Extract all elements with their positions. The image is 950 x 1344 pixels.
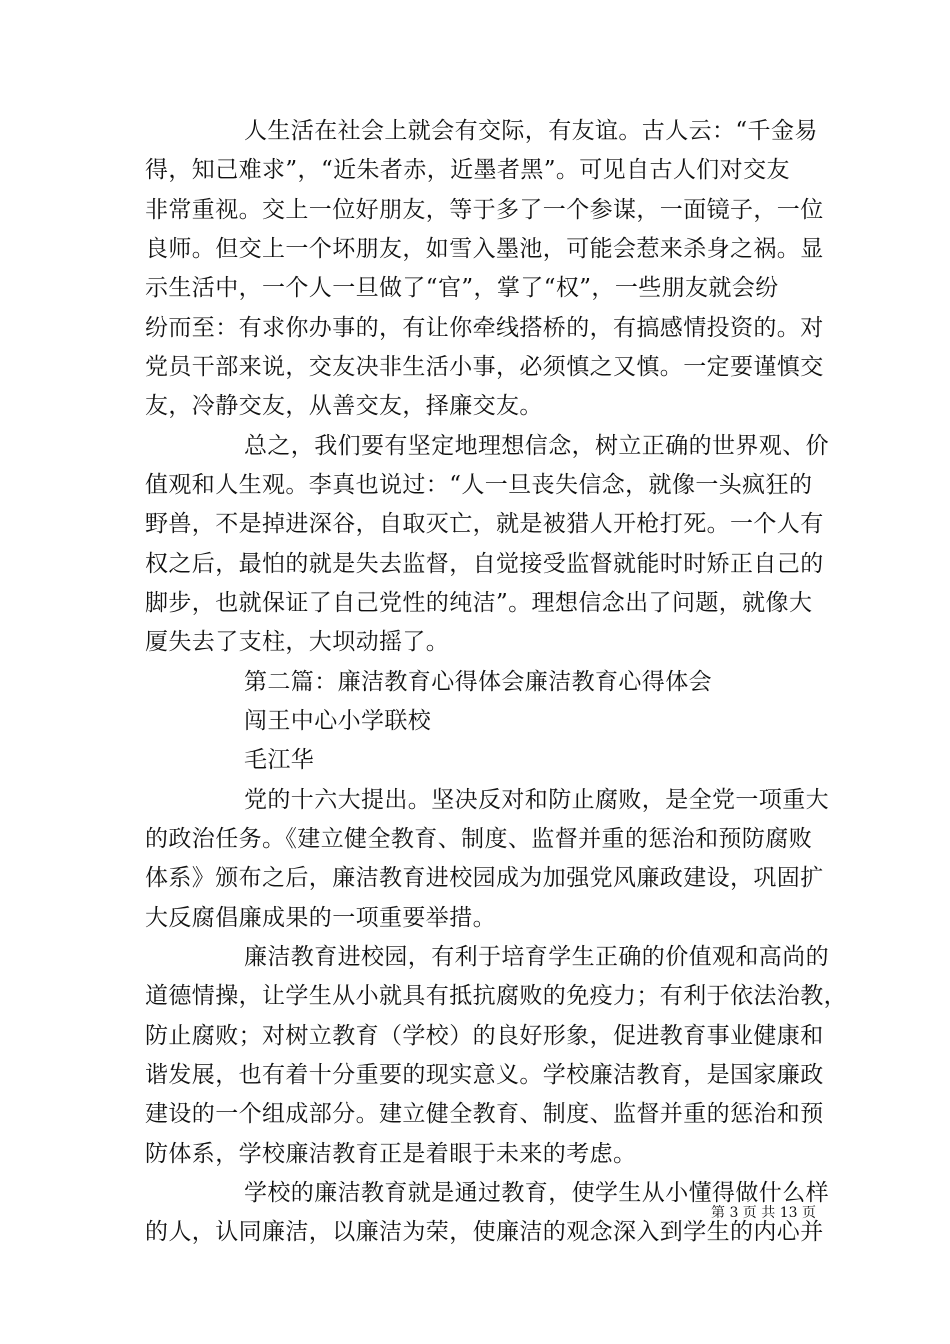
text-line: 权之后，最怕的就是失去监督，自觉接受监督就能时时矫正自己的 — [145, 551, 824, 577]
text-line: 建设的一个组成部分。建立健全教育、制度、监督并重的惩治和预 — [145, 1101, 824, 1127]
text-line: 良师。但交上一个坏朋友，如雪入墨池，可能会惹来杀身之祸。显 — [145, 236, 824, 262]
text-line: 得，知己难求”，“近朱者赤，近墨者黑”。可见自古人们对交友 — [145, 157, 790, 183]
text-line: 防止腐败；对树立教育（学校）的良好形象，促进教育事业健康和 — [145, 1023, 824, 1049]
text-line: 示生活中，一个人一旦做了“官”，掌了“权”，一些朋友就会纷 — [145, 275, 779, 301]
text-line: 体系》颁布之后，廉洁教育进校园成为加强党风廉政建设，巩固扩 — [145, 865, 824, 891]
text-line: 野兽，不是掉进深谷，自取灭亡，就是被猎人开枪打死。一个人有 — [145, 511, 824, 537]
text-line: 学校的廉洁教育就是通过教育，使学生从小懂得做什么样 — [244, 1180, 829, 1206]
text-line: 非常重视。交上一位好朋友，等于多了一个参谋，一面镜子，一位 — [145, 197, 824, 223]
text-line: 谐发展，也有着十分重要的现实意义。学校廉洁教育，是国家廉政 — [145, 1062, 824, 1088]
school-name: 闯王中心小学联校 — [244, 708, 432, 734]
text-line: 大反腐倡廉成果的一项重要举措。 — [145, 905, 496, 931]
text-line: 道德情操，让学生从小就具有抵抗腐败的免疫力；有利于依法治教， — [145, 983, 847, 1009]
text-line: 廉洁教育进校园，有利于培育学生正确的价值观和高尚的 — [244, 944, 829, 970]
text-line: 人生活在社会上就会有交际，有友谊。古人云：“千金易 — [244, 118, 818, 144]
text-line: 防体系，学校廉洁教育正是着眼于未来的考虑。 — [145, 1141, 637, 1167]
text-line: 友，冷静交友，从善交友，择廉交友。 — [145, 393, 543, 419]
text-line: 厦失去了支柱，大坝动摇了。 — [145, 629, 450, 655]
text-line: 脚步，也就保证了自己党性的纯洁”。理想信念出了问题，就像大 — [145, 590, 813, 616]
page-number: 第 3 页 共 13 页 — [711, 1205, 816, 1221]
text-line: 纷而至：有求你办事的，有让你牵线搭桥的，有搞感情投资的。对 — [145, 315, 824, 341]
text-line: 的人，认同廉洁，以廉洁为荣，使廉洁的观念深入到学生的内心并 — [145, 1219, 824, 1245]
text-line: 的政治任务。《建立健全教育、制度、监督并重的惩治和预防腐败 — [145, 826, 813, 852]
text-line: 党的十六大提出。坚决反对和防止腐败，是全党一项重大 — [244, 787, 829, 813]
section-title: 第二篇：廉洁教育心得体会廉洁教育心得体会 — [244, 669, 712, 695]
text-line: 党员干部来说，交友决非生活小事，必须慎之又慎。一定要谨慎交 — [145, 354, 824, 380]
text-line: 值观和人生观。李真也说过：“人一旦丧失信念，就像一头疯狂的 — [145, 472, 813, 498]
text-line: 总之，我们要有坚定地理想信念，树立正确的世界观、价 — [244, 433, 829, 459]
author-name: 毛江华 — [244, 747, 315, 773]
